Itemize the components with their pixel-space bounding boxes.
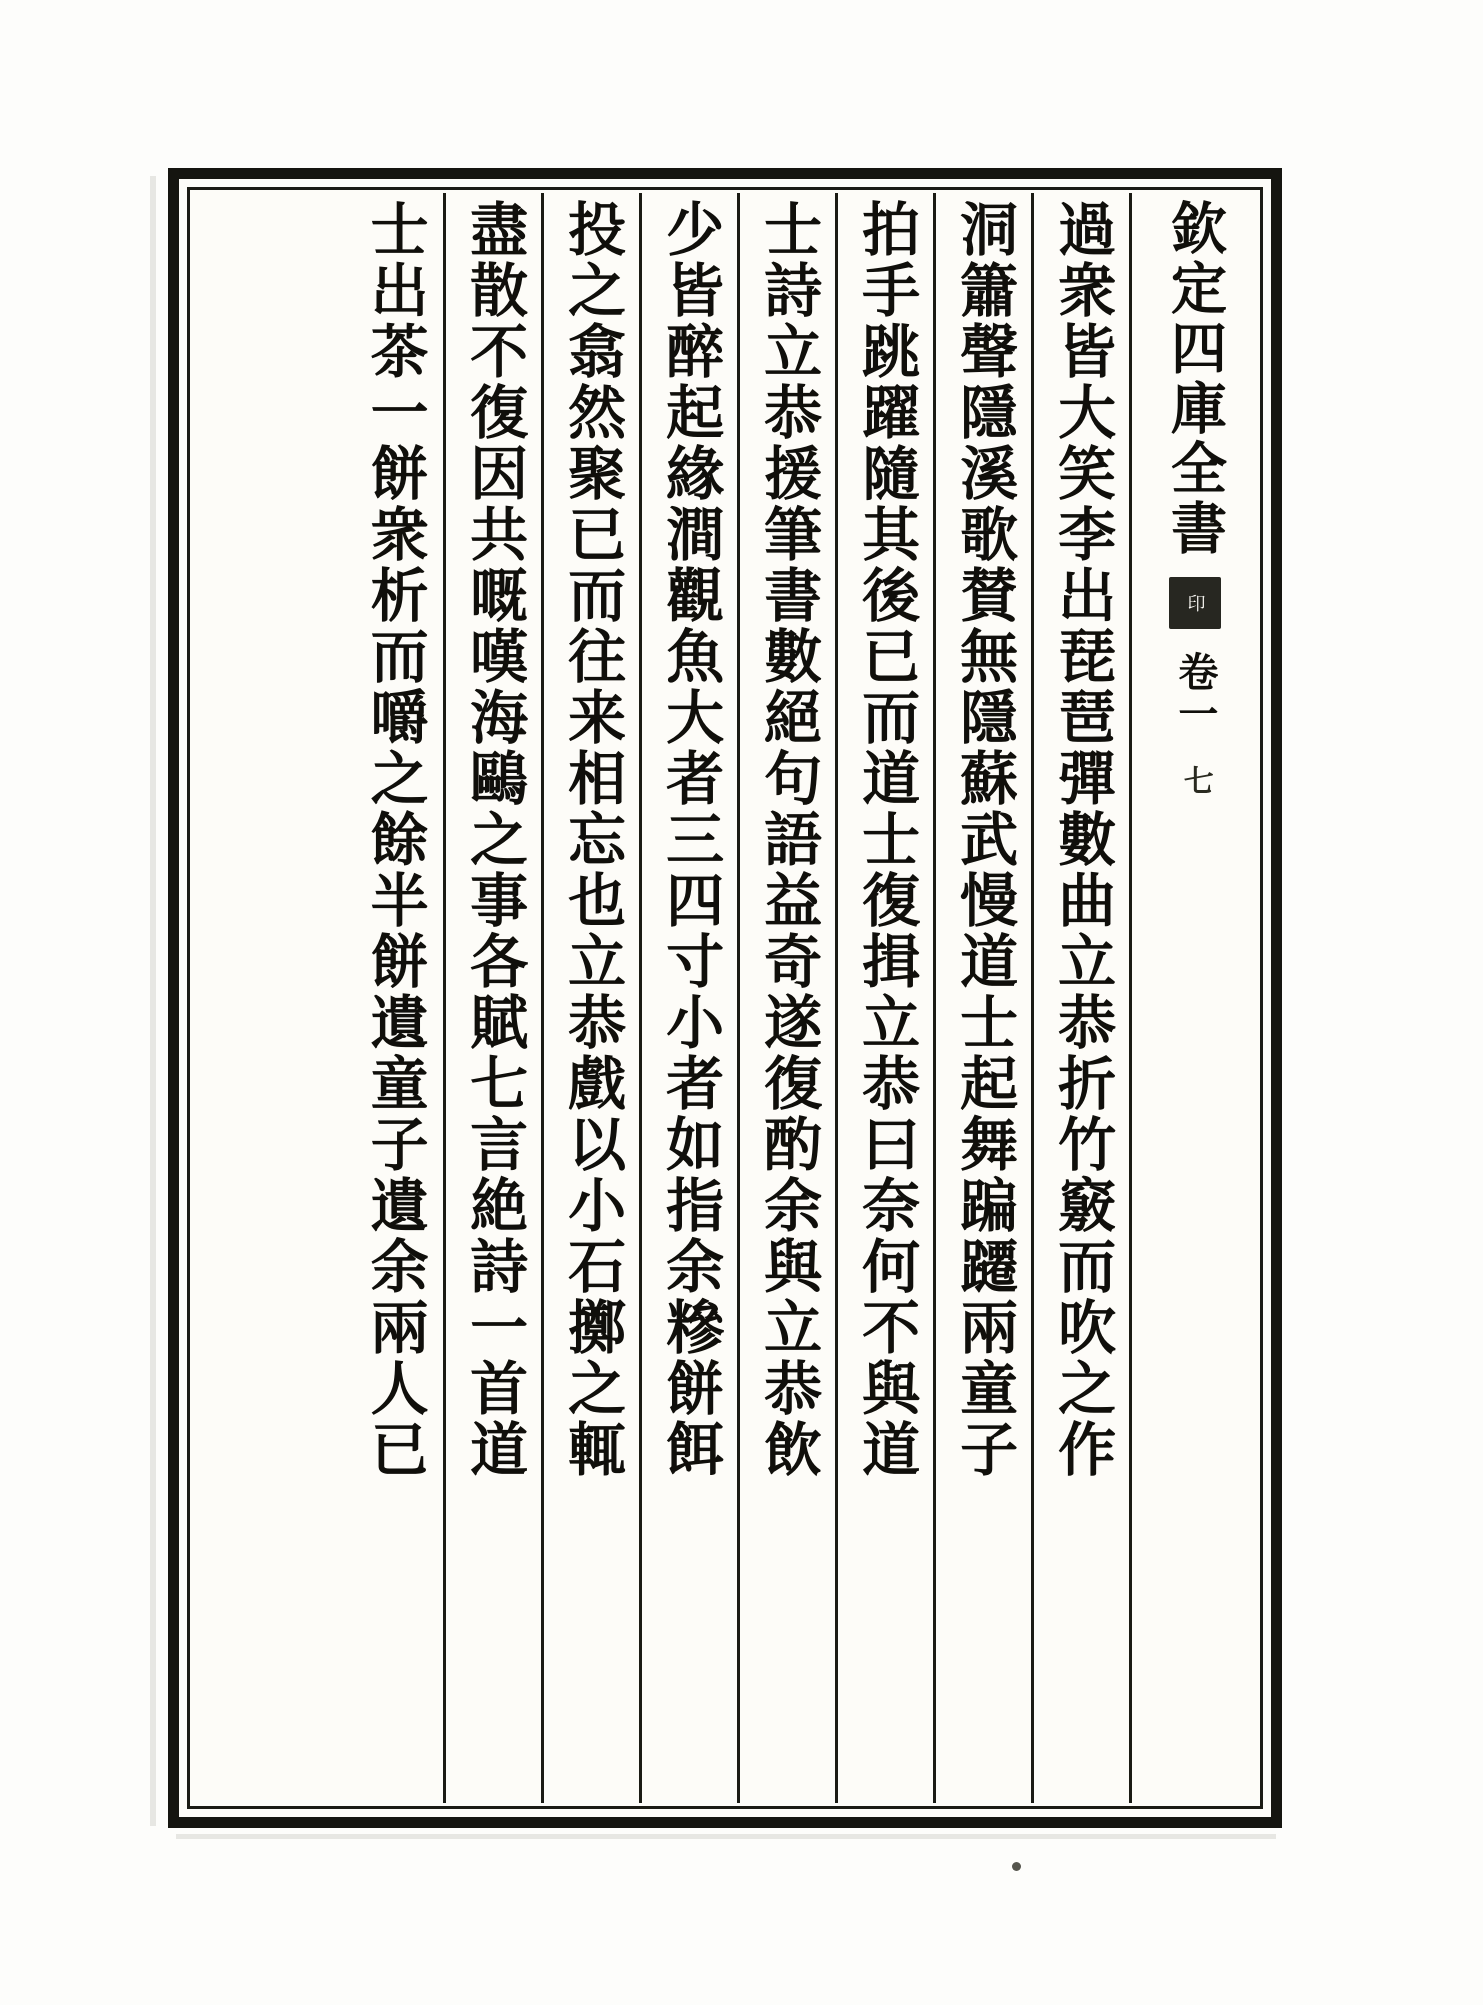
text-column-4	[737, 193, 835, 1803]
series-title: 欽定四庫全書	[1162, 199, 1229, 559]
column-text: 士詩立恭援筆書數絕句語益奇遂復酌余與立恭飲	[754, 199, 823, 1480]
seal-stamp: 印	[1169, 577, 1221, 629]
text-column-2	[933, 193, 1031, 1803]
page-smudge-left	[150, 176, 156, 1826]
column-header	[1129, 193, 1257, 1803]
column-text: 盡散不復因共嘅嘆海鷗之事各賦七言絶詩一首道	[460, 199, 529, 1480]
vertical-text-columns	[193, 193, 1257, 1803]
text-column-8	[345, 193, 443, 1803]
ink-speck	[1012, 1862, 1021, 1871]
column-text: 投之翕然聚已而往来相忘也立恭戲以小石擲之輒	[558, 199, 627, 1480]
column-text: 士出茶一餅衆析而嚼之餘半餅遺童子遺余兩人已	[360, 199, 429, 1480]
text-column-5	[639, 193, 737, 1803]
text-column-7	[443, 193, 541, 1803]
column-text: 少皆醉起緣澗觀魚大者三四寸小者如指余糝餅餌	[656, 199, 725, 1480]
text-column-6	[541, 193, 639, 1803]
page-smudge-bottom	[176, 1834, 1276, 1839]
volume-label: 卷一	[1171, 651, 1219, 735]
text-column-1	[1031, 193, 1129, 1803]
column-text: 過衆皆大笑李出琵琶彈數曲立恭折竹竅而吹之作	[1048, 199, 1117, 1480]
page-marker: 七	[1177, 765, 1213, 797]
column-text: 洞簫聲隱溪歌賛無隱蘇武慢道士起舞蹁躚兩童子	[950, 199, 1019, 1480]
text-block-frame	[168, 168, 1282, 1828]
text-column-3	[835, 193, 933, 1803]
column-text: 拍手跳躍隨其後已而道士復揖立恭曰奈何不與道	[852, 199, 921, 1480]
